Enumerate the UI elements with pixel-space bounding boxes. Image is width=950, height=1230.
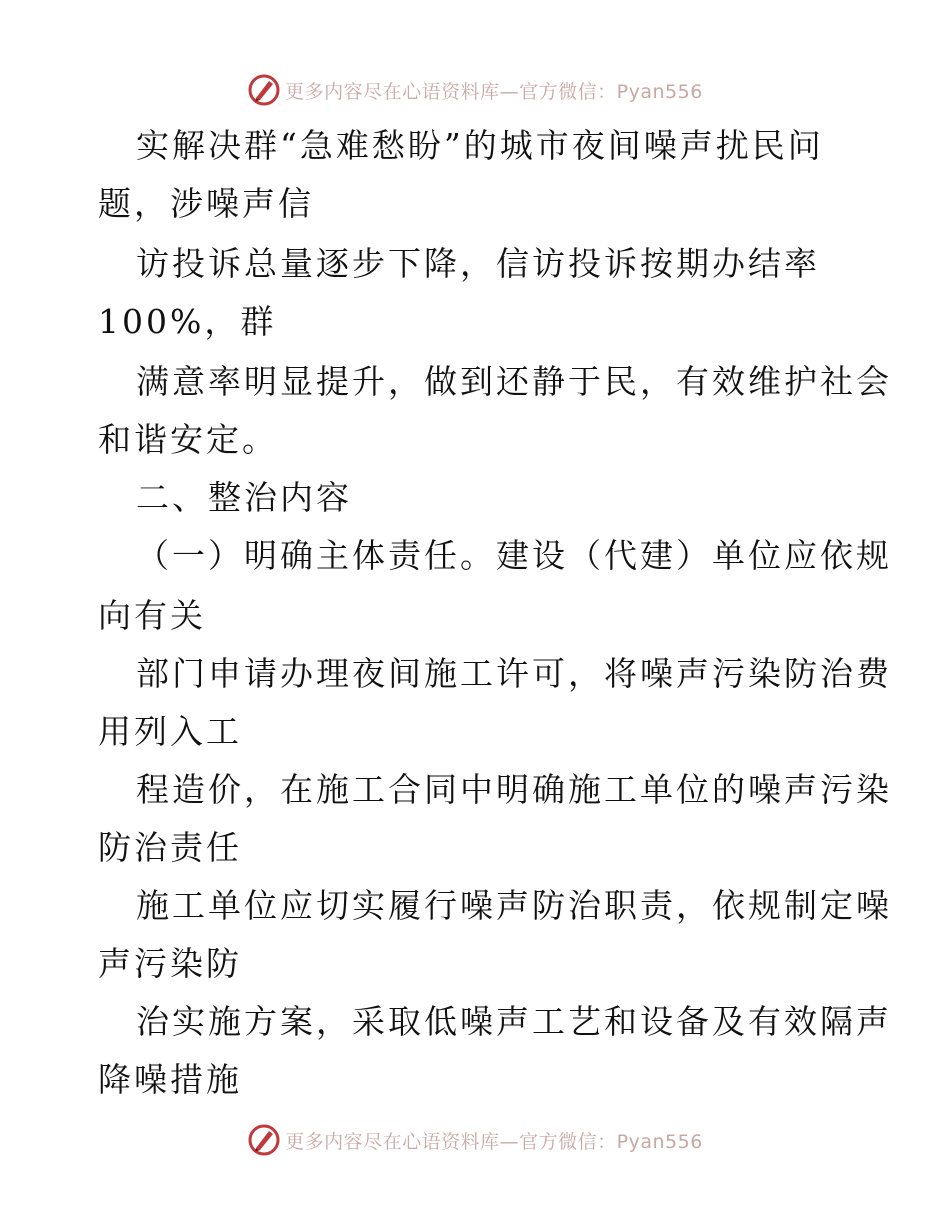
body-line: 治实施方案，采取低噪声工艺和设备及有效隔声 xyxy=(136,1002,892,1041)
body-line: 降噪措施 xyxy=(98,1060,242,1099)
body-line: 向有关 xyxy=(98,596,206,635)
body-line: （一）明确主体责任。建设（代建）单位应依规 xyxy=(136,536,892,575)
body-line: 实解决群“急难愁盼”的城市夜间噪声扰民问 xyxy=(136,126,824,165)
footer-banner-text: 更多内容尽在心语资料库—官方微信：Pyan556 xyxy=(285,1130,703,1153)
body-line: 部门申请办理夜间施工许可，将噪声污染防治费 xyxy=(136,654,892,693)
body-line: 访投诉总量逐步下降，信访投诉按期办结率 xyxy=(136,244,820,283)
body-line: 防治责任 xyxy=(98,828,242,867)
body-line: 程造价，在施工合同中明确施工单位的噪声污染 xyxy=(136,770,892,809)
body-line: 和谐安定。 xyxy=(98,420,278,459)
body-line: 满意率明显提升，做到还静于民，有效维护社会 xyxy=(136,362,892,401)
body-line: 施工单位应切实履行噪声防治职责，依规制定噪 xyxy=(136,886,892,925)
body-line: 用列入工 xyxy=(98,712,242,751)
footer-banner xyxy=(0,1120,950,1160)
pen-circle-logo-icon xyxy=(247,1123,281,1157)
pen-circle-logo-icon xyxy=(247,73,281,107)
section-heading: 二、整治内容 xyxy=(136,478,352,517)
header-banner-text: 更多内容尽在心语资料库—官方微信：Pyan556 xyxy=(285,80,703,103)
body-line: 100%，群 xyxy=(98,302,277,341)
body-line: 题，涉噪声信 xyxy=(98,184,314,223)
body-line: 声污染防 xyxy=(98,944,242,983)
header-banner xyxy=(0,70,950,110)
